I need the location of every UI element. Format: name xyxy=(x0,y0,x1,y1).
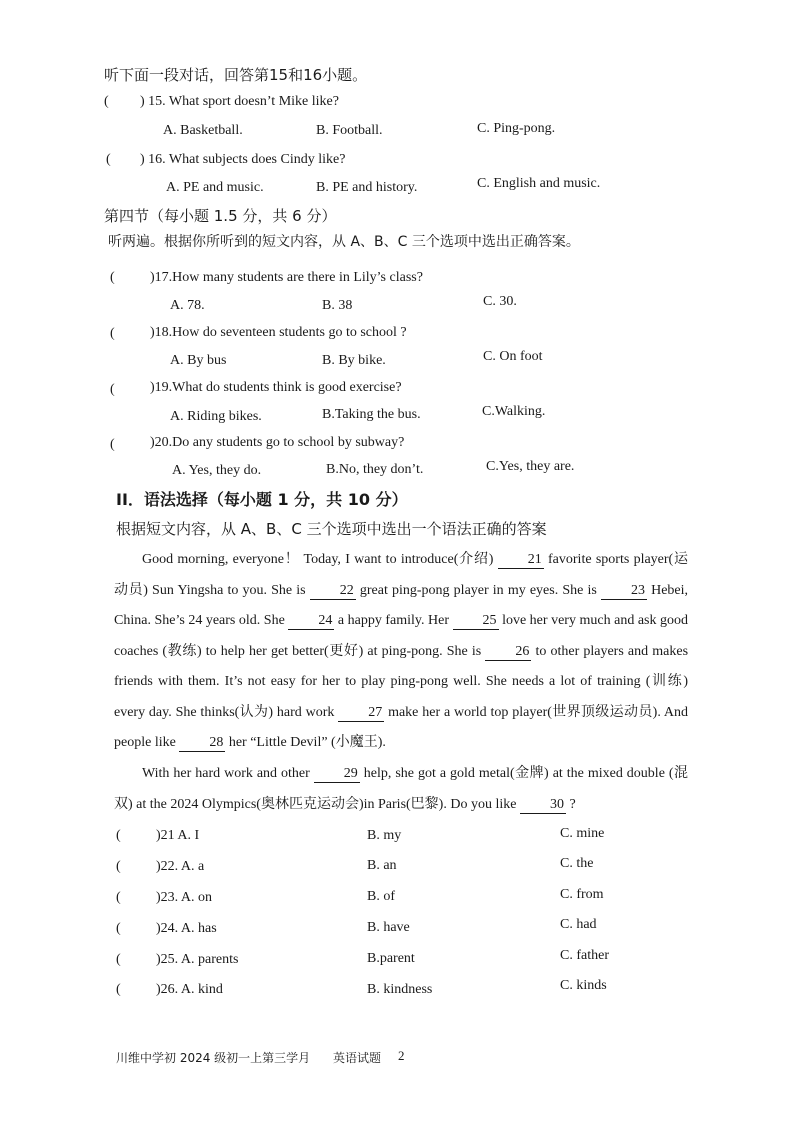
option-a: A. Yes, they do. xyxy=(172,463,262,478)
answer-paren: ( xyxy=(116,859,121,874)
blank-24: 24 xyxy=(288,613,334,630)
option-b: B. 38 xyxy=(322,298,353,313)
blank-23: 23 xyxy=(601,583,647,600)
option-a: A. Riding bikes. xyxy=(170,409,262,424)
question-text: ) 16. What subjects does Cindy like? xyxy=(140,152,346,167)
answer-paren: ( xyxy=(116,921,121,936)
blank-22: 22 xyxy=(310,583,356,600)
question-text: )17.How many students are there in Lily’s class? xyxy=(150,270,423,285)
passage-text: to other players and makes friends with them. It’s not easy for her to play ping-pong well. She needs a lot of training (训练) every day. She thinks(认为) hard work xyxy=(114,643,689,720)
passage-text: Hebei, China. She’s 24 years old. She xyxy=(114,582,689,628)
option-c: C. Ping-pong. xyxy=(477,121,556,136)
option-c: C.Walking. xyxy=(482,404,546,419)
answer-paren: ( xyxy=(116,828,121,843)
answer-paren: ( xyxy=(116,890,121,905)
answer-paren: ( xyxy=(116,952,121,967)
option-b: B. have xyxy=(367,920,410,935)
option-b: B. kindness xyxy=(367,982,433,997)
blank-25: 25 xyxy=(453,613,499,630)
dialog-instruction: 听下面一段对话，回答第15和16小题。 xyxy=(104,66,368,84)
answer-paren: ( xyxy=(104,94,109,109)
blank-21: 21 xyxy=(498,552,544,569)
option-a: )25. A. parents xyxy=(156,952,239,967)
option-c: C. English and music. xyxy=(477,176,601,191)
option-b: B.No, they don’t. xyxy=(326,462,424,477)
footer-subject: 英语试题 xyxy=(333,1051,382,1065)
grammar-title: II．语法选择（每小题 1 分，共 10 分） xyxy=(116,490,408,509)
passage-text: With her hard work and other xyxy=(142,766,310,781)
passage-text: help, she got a gold metal(金牌) at the mixed double (混双) at the 2024 Olympics(奥林匹克运动会)in Paris(巴黎). Do you like xyxy=(114,766,689,812)
passage-paragraph-1 xyxy=(114,545,688,759)
blank-29: 29 xyxy=(314,766,360,783)
passage-text: ? xyxy=(569,796,576,812)
option-c: C. mine xyxy=(560,826,605,841)
blank-30: 30 xyxy=(520,797,566,814)
answer-paren: ( xyxy=(110,270,115,285)
answer-paren: ( xyxy=(110,382,115,397)
option-b: B. my xyxy=(367,828,402,843)
option-b: B. of xyxy=(367,889,395,904)
passage-text: favorite sports player(运动员) Sun Yingsha to you. She is xyxy=(114,552,689,598)
option-c: C. had xyxy=(560,917,597,932)
answer-paren: ( xyxy=(110,437,115,452)
passage-paragraph-2 xyxy=(114,759,688,820)
option-b: B. By bike. xyxy=(322,353,386,368)
option-b: B. an xyxy=(367,858,397,873)
option-c: C. 30. xyxy=(483,294,517,309)
option-c: C. the xyxy=(560,856,594,871)
answer-paren: ( xyxy=(116,982,121,997)
footer-school: 川维中学初 2024 级初一上第三学月 xyxy=(116,1051,311,1065)
passage-text: a happy family. Her xyxy=(337,613,449,628)
option-b: B.parent xyxy=(367,951,415,966)
answer-paren: ( xyxy=(110,326,115,341)
section4-title: 第四节（每小题 1.5 分，共 6 分） xyxy=(104,207,337,225)
grammar-instruction: 根据短文内容，从 A、B、C 三个选项中选出一个语法正确的答案 xyxy=(116,520,547,538)
option-a: )24. A. has xyxy=(156,921,217,936)
option-b: B. PE and history. xyxy=(316,180,418,195)
question-text: )19.What do students think is good exercise? xyxy=(150,380,402,395)
option-c: C. father xyxy=(560,948,609,963)
passage-text: great ping-pong player in my eyes. She is xyxy=(359,582,597,598)
option-a: )21 A. I xyxy=(156,828,200,843)
option-a: A. By bus xyxy=(170,353,227,368)
section4-instruction: 听两遍。根据你所听到的短文内容，从 A、B、C 三个选项中选出正确答案。 xyxy=(108,234,580,250)
answer-paren: ( xyxy=(106,152,111,167)
question-text: ) 15. What sport doesn’t Mike like? xyxy=(140,94,339,109)
question-text: )20.Do any students go to school by subway? xyxy=(150,435,405,450)
option-a: )22. A. a xyxy=(156,859,205,874)
passage-text: her “Little Devil” (小魔王). xyxy=(228,735,386,750)
footer-page-number: 2 xyxy=(398,1048,405,1063)
option-c: C. On foot xyxy=(483,349,543,364)
option-a: A. 78. xyxy=(170,298,205,313)
option-b: B. Football. xyxy=(316,123,383,138)
passage-text: Good morning, everyone！ Today, I want to introduce(介绍) xyxy=(142,552,494,567)
option-c: C.Yes, they are. xyxy=(486,459,575,474)
passage-text: love her very much and ask good coaches (教练) to help her get better(更好) at ping-pong. She is xyxy=(114,613,689,659)
blank-27: 27 xyxy=(338,705,384,722)
option-a: )23. A. on xyxy=(156,890,212,905)
option-a: )26. A. kind xyxy=(156,982,223,997)
option-c: C. kinds xyxy=(560,978,607,993)
option-a: A. Basketball. xyxy=(163,123,243,138)
option-c: C. from xyxy=(560,887,604,902)
option-a: A. PE and music. xyxy=(166,180,264,195)
passage-text: make her a world top player(世界顶级运动员). And people like xyxy=(114,704,689,750)
blank-28: 28 xyxy=(179,735,225,752)
option-b: B.Taking the bus. xyxy=(322,407,421,422)
blank-26: 26 xyxy=(485,644,531,661)
question-text: )18.How do seventeen students go to school ? xyxy=(150,325,407,340)
